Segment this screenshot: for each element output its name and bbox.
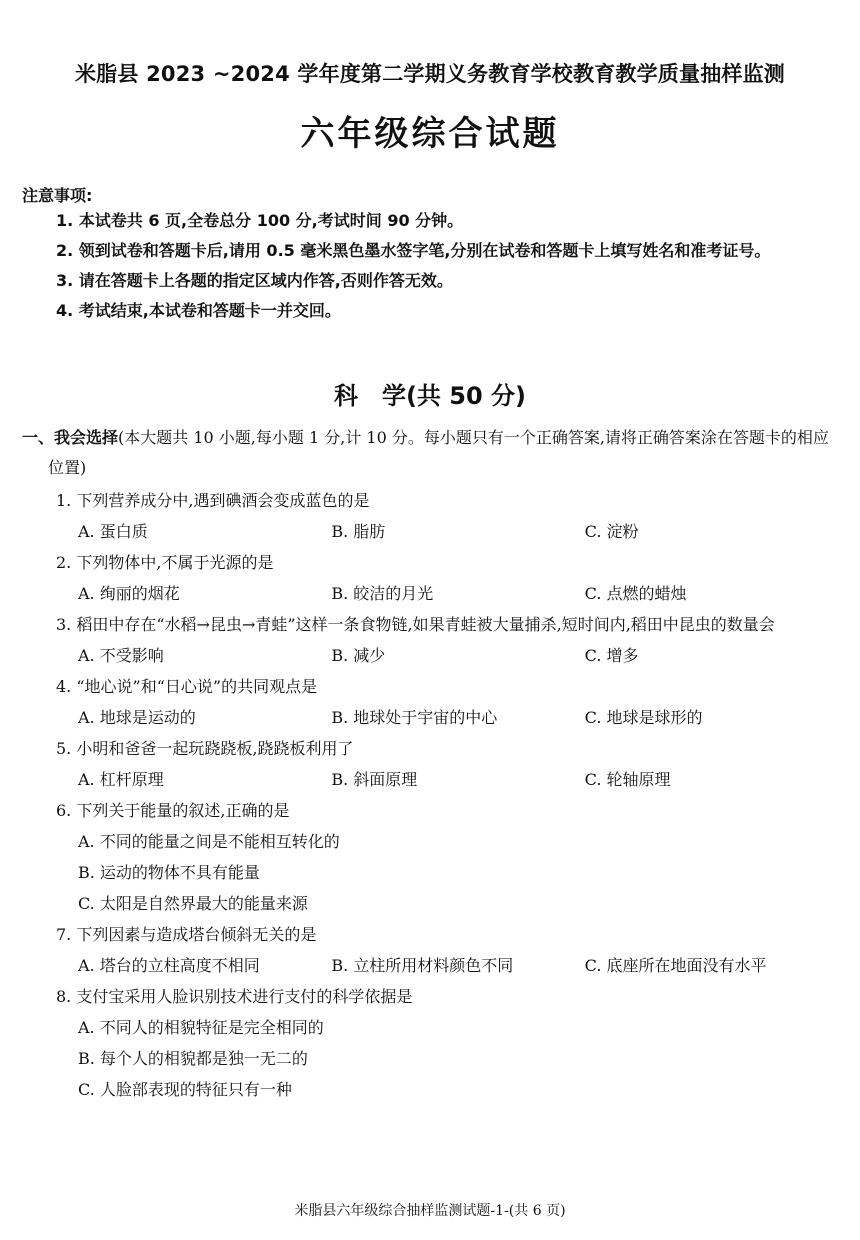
section-title: 科 学(共 50 分) (333, 382, 527, 410)
question-stem: 3. 稻田中存在“水稻→昆虫→青蛙”这样一条食物链,如果青蛙被大量捕杀,短时间内,稻田中昆虫的数量会 (56, 615, 775, 634)
part-instruction: (本大题共 10 小题,每小题 1 分,计 10 分。每小题只有一个正确答案,请将正确答案涂在答题卡的相应位置) (48, 428, 829, 477)
options-column (22, 1012, 838, 1105)
option-b: B. 脂肪 (331, 522, 386, 541)
option-c: C. 增多 (584, 646, 639, 665)
option-b: B. 每个人的相貌都是独一无二的 (78, 1049, 308, 1068)
option-a: A. 不同的能量之间是不能相互转化的 (78, 832, 340, 851)
question-stem: 1. 下列营养成分中,遇到碘酒会变成蓝色的是 (56, 491, 370, 510)
note-item: 2. 领到试卷和答题卡后,请用 0.5 毫米黑色墨水签字笔,分别在试卷和答题卡上填写姓名和准考证号。 (56, 241, 771, 260)
question-7 (22, 919, 838, 981)
question-5 (22, 733, 838, 795)
option-b: B. 运动的物体不具有能量 (78, 863, 260, 882)
question-stem: 4. “地心说”和“日心说”的共同观点是 (56, 677, 318, 696)
question-stem: 7. 下列因素与造成塔台倾斜无关的是 (56, 925, 317, 944)
option-c: C. 轮轴原理 (584, 770, 671, 789)
question-2 (22, 547, 838, 609)
options-row (22, 702, 838, 733)
option-b: B. 地球处于宇宙的中心 (331, 708, 498, 727)
option-b: B. 斜面原理 (331, 770, 418, 789)
option-b: B. 减少 (331, 646, 386, 665)
option-c: C. 太阳是自然界最大的能量来源 (78, 894, 308, 913)
options-row (22, 950, 838, 981)
note-item: 3. 请在答题卡上各题的指定区域内作答,否则作答无效。 (56, 271, 453, 290)
option-c: C. 淀粉 (584, 522, 639, 541)
option-a: A. 不同人的相貌特征是完全相同的 (78, 1018, 324, 1037)
option-a: A. 蛋白质 (78, 522, 148, 541)
option-a: A. 杠杆原理 (78, 770, 164, 789)
option-a: A. 塔台的立柱高度不相同 (78, 956, 260, 975)
question-3 (22, 609, 838, 671)
question-4 (22, 671, 838, 733)
option-b: B. 皎洁的月光 (331, 584, 434, 603)
part-heading: 一、我会选择 (22, 428, 119, 447)
question-1 (22, 485, 838, 547)
option-a: A. 不受影响 (78, 646, 164, 665)
note-item: 4. 考试结束,本试卷和答题卡一并交回。 (56, 301, 341, 320)
question-8 (22, 981, 838, 1105)
options-row (22, 516, 838, 547)
question-stem: 8. 支付宝采用人脸识别技术进行支付的科学依据是 (56, 987, 413, 1006)
option-c: C. 人脸部表现的特征只有一种 (78, 1080, 292, 1099)
option-c: C. 底座所在地面没有水平 (584, 956, 767, 975)
options-column (22, 826, 838, 919)
question-stem: 2. 下列物体中,不属于光源的是 (56, 553, 274, 572)
option-c: C. 地球是球形的 (584, 708, 703, 727)
options-row (22, 640, 838, 671)
part-intro (22, 423, 838, 483)
options-row (22, 764, 838, 795)
notes-title: 注意事项: (22, 186, 93, 205)
question-stem: 5. 小明和爸爸一起玩跷跷板,跷跷板利用了 (56, 739, 354, 758)
question-6 (22, 795, 838, 919)
question-list (22, 485, 838, 1105)
option-a: A. 地球是运动的 (78, 708, 196, 727)
option-c: C. 点燃的蜡烛 (584, 584, 687, 603)
options-row (22, 578, 838, 609)
note-item: 1. 本试卷共 6 页,全卷总分 100 分,考试时间 90 分钟。 (56, 211, 464, 230)
option-a: A. 绚丽的烟花 (78, 584, 180, 603)
option-b: B. 立柱所用材料颜色不同 (331, 956, 514, 975)
question-stem: 6. 下列关于能量的叙述,正确的是 (56, 801, 290, 820)
exam-title: 六年级综合试题 (300, 114, 560, 154)
exam-name: 米脂县 2023 ~2024 学年度第二学期义务教育学校教育教学质量抽样监测 (74, 62, 786, 86)
page-footer: 米脂县六年级综合抽样监测试题-1-(共 6 页) (294, 1203, 566, 1219)
